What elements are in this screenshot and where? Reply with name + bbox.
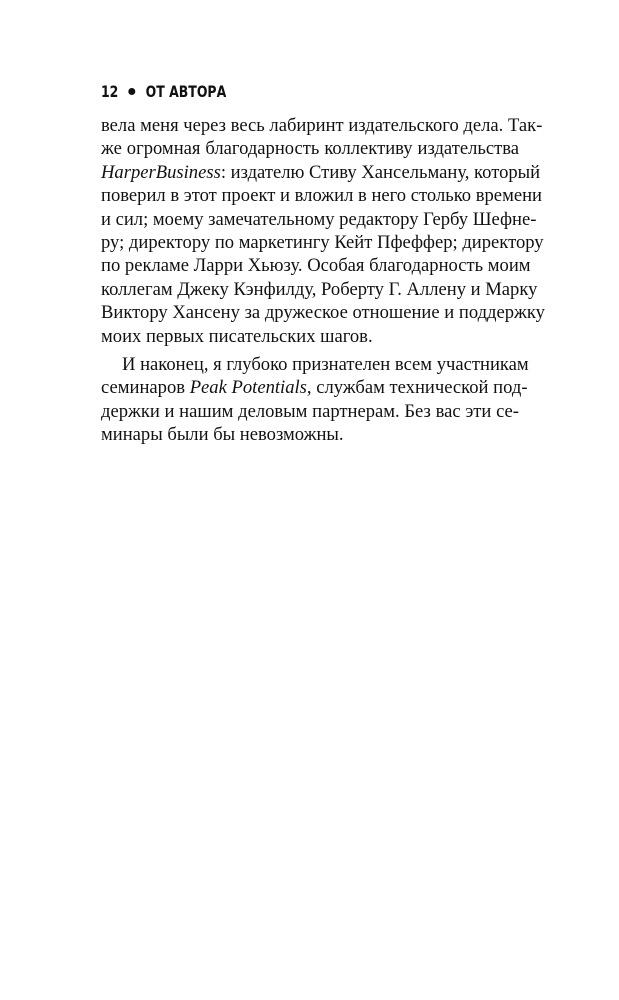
section-title: ОТ АВТОРА (145, 81, 227, 101)
seminar-name: Peak Potentials (189, 377, 307, 399)
text-line: коллегам Джеку Кэнфилду, Роберту Г. Аллену и Марку (101, 278, 538, 300)
text-line: моих первых писательских шагов. (101, 325, 373, 347)
text-line: и сил; моему замечательному редактору Гербу Шефне- (101, 208, 537, 230)
text-line: Виктору Хансену за дружеское отношение и поддержку (101, 302, 545, 324)
bullet-separator-icon (129, 88, 136, 95)
text-line: ру; директору по маркетингу Кейт Пфеффер; директору (101, 231, 544, 253)
paragraph-acknowledgements (101, 114, 545, 348)
text-fragment: семинаров (101, 377, 190, 399)
page-number: 12 (101, 81, 119, 101)
publisher-name: HarperBusiness (101, 161, 221, 183)
running-head (101, 80, 226, 102)
text-line (101, 376, 528, 399)
body-text (101, 114, 545, 446)
text-line: же огромная благодарность коллективу издательства (101, 138, 519, 160)
text-line: по рекламе Ларри Хьюзу. Особая благодарность моим (101, 255, 531, 277)
paragraph-final-thanks (101, 353, 529, 447)
text-line: вела меня через весь лабиринт издательского дела. Так- (101, 115, 543, 136)
text-line: держки и нашим деловым партнерам. Без вас эти се- (101, 400, 519, 422)
text-fragment: : издателю Стиву Хансельману, который (220, 161, 541, 183)
text-line: поверил в этот проект и вложил в него столько времени (101, 185, 542, 207)
text-line: минары были бы невозможны. (101, 424, 344, 446)
text-line (101, 161, 541, 184)
text-fragment: , службам технической под- (306, 377, 528, 399)
text-line: И наконец, я глубоко признателен всем участникам (122, 353, 529, 375)
